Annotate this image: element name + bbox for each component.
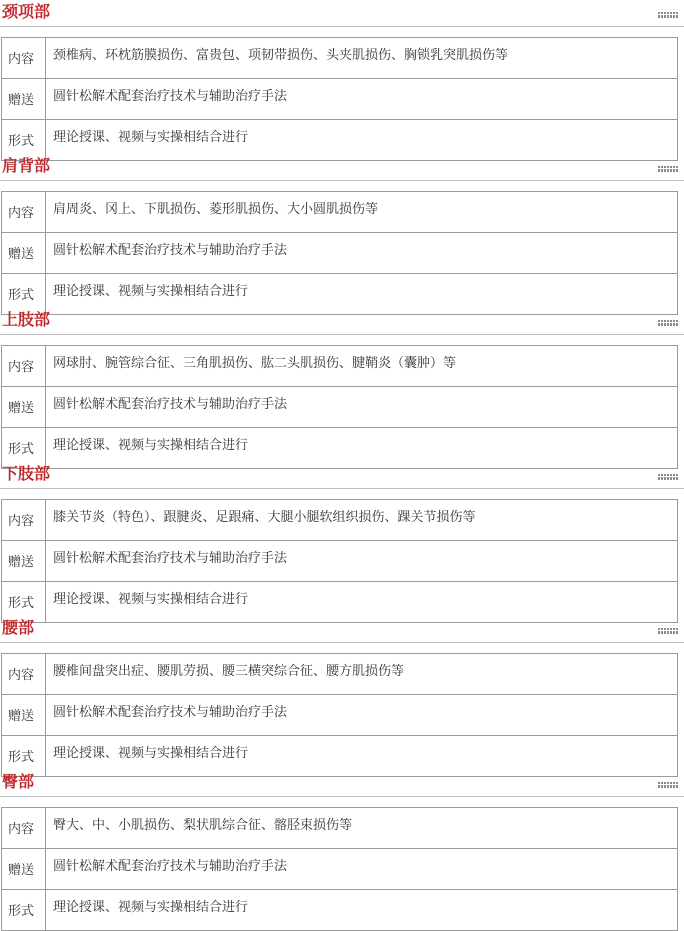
row-value: 圆针松解术配套治疗技术与辅助治疗手法 — [46, 79, 678, 120]
row-label: 赠送 — [2, 695, 46, 736]
section-title: 上肢部 — [2, 310, 51, 329]
row-label: 形式 — [2, 120, 46, 161]
info-table — [1, 499, 678, 623]
section-5 — [0, 616, 684, 770]
table-row — [2, 849, 678, 890]
table-row — [2, 500, 678, 541]
more-dots-icon[interactable] — [658, 12, 678, 18]
row-value: 圆针松解术配套治疗技术与辅助治疗手法 — [46, 849, 678, 890]
row-value: 膝关节炎（特色）、跟腱炎、足跟痛、大腿小腿软组织损伤、踝关节损伤等 — [46, 500, 678, 541]
row-value: 圆针松解术配套治疗技术与辅助治疗手法 — [46, 233, 678, 274]
row-label: 赠送 — [2, 541, 46, 582]
table-row — [2, 79, 678, 120]
row-label: 内容 — [2, 500, 46, 541]
row-label: 赠送 — [2, 387, 46, 428]
table-row — [2, 192, 678, 233]
row-value: 理论授课、视频与实操相结合进行 — [46, 428, 678, 469]
more-dots-icon[interactable] — [658, 628, 678, 634]
row-label: 内容 — [2, 654, 46, 695]
table-row — [2, 654, 678, 695]
info-table — [1, 191, 678, 315]
row-label: 形式 — [2, 582, 46, 623]
row-label: 内容 — [2, 808, 46, 849]
row-value: 腰椎间盘突出症、腰肌劳损、腰三横突综合征、腰方肌损伤等 — [46, 654, 678, 695]
row-label: 形式 — [2, 428, 46, 469]
row-label: 赠送 — [2, 233, 46, 274]
row-value: 网球肘、腕管综合征、三角肌损伤、肱二头肌损伤、腱鞘炎（囊肿）等 — [46, 346, 678, 387]
section-2 — [0, 154, 684, 308]
table-row — [2, 233, 678, 274]
row-value: 理论授课、视频与实操相结合进行 — [46, 736, 678, 777]
row-label: 形式 — [2, 890, 46, 931]
row-value: 臀大、中、小肌损伤、梨状肌综合征、髂胫束损伤等 — [46, 808, 678, 849]
table-row — [2, 387, 678, 428]
row-value: 肩周炎、冈上、下肌损伤、菱形肌损伤、大小圆肌损伤等 — [46, 192, 678, 233]
section-title: 下肢部 — [2, 464, 51, 483]
row-label: 赠送 — [2, 79, 46, 120]
row-label: 赠送 — [2, 849, 46, 890]
section-4 — [0, 462, 684, 616]
section-header — [0, 308, 684, 335]
info-table — [1, 345, 678, 469]
row-value: 理论授课、视频与实操相结合进行 — [46, 582, 678, 623]
row-value: 颈椎病、环枕筋膜损伤、富贵包、项韧带损伤、头夹肌损伤、胸锁乳突肌损伤等 — [46, 38, 678, 79]
row-label: 内容 — [2, 38, 46, 79]
more-dots-icon[interactable] — [658, 320, 678, 326]
row-value: 理论授课、视频与实操相结合进行 — [46, 890, 678, 931]
section-title: 腰部 — [2, 618, 35, 637]
row-value: 圆针松解术配套治疗技术与辅助治疗手法 — [46, 387, 678, 428]
info-table — [1, 37, 678, 161]
section-title: 颈项部 — [2, 2, 51, 21]
row-label: 内容 — [2, 192, 46, 233]
row-value: 圆针松解术配套治疗技术与辅助治疗手法 — [46, 695, 678, 736]
section-header — [0, 770, 684, 797]
table-row — [2, 890, 678, 931]
info-table — [1, 807, 678, 931]
section-1 — [0, 0, 684, 154]
table-row — [2, 38, 678, 79]
more-dots-icon[interactable] — [658, 474, 678, 480]
section-3 — [0, 308, 684, 462]
row-value: 圆针松解术配套治疗技术与辅助治疗手法 — [46, 541, 678, 582]
row-value: 理论授课、视频与实操相结合进行 — [46, 120, 678, 161]
section-title: 肩背部 — [2, 156, 51, 175]
row-label: 内容 — [2, 346, 46, 387]
section-6 — [0, 770, 684, 924]
table-row — [2, 808, 678, 849]
row-value: 理论授课、视频与实操相结合进行 — [46, 274, 678, 315]
section-header — [0, 462, 684, 489]
row-label: 形式 — [2, 736, 46, 777]
table-row — [2, 346, 678, 387]
section-header — [0, 0, 684, 27]
section-title: 臀部 — [2, 772, 35, 791]
row-label: 形式 — [2, 274, 46, 315]
section-header — [0, 154, 684, 181]
more-dots-icon[interactable] — [658, 782, 678, 788]
more-dots-icon[interactable] — [658, 166, 678, 172]
table-row — [2, 695, 678, 736]
info-table — [1, 653, 678, 777]
table-row — [2, 541, 678, 582]
section-header — [0, 616, 684, 643]
